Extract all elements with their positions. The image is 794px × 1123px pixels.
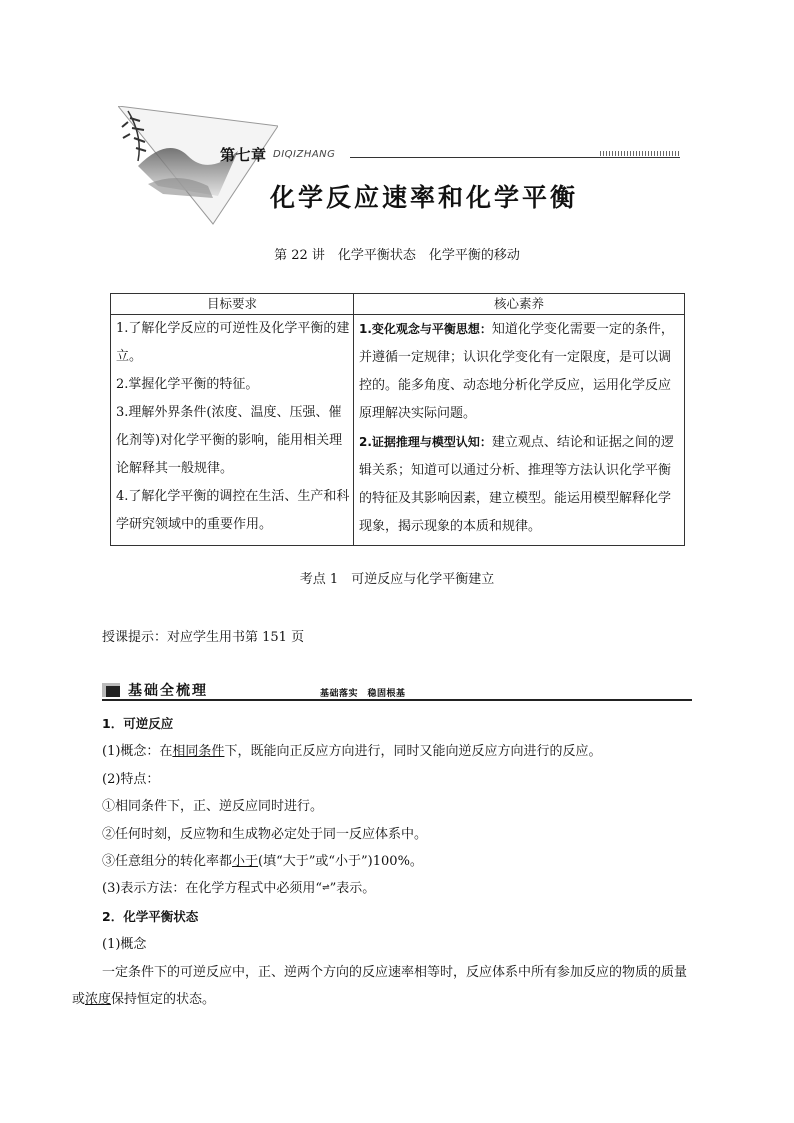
goal-item: 3.理解外界条件(浓度、温度、压强、催化剂等)对化学平衡的影响，能用相关理论解释其一般规律。 <box>116 405 343 476</box>
literacy-item-text: 建立观点、结论和证据之间的逻辑关系；知道可以通过分析、推理等方法认识化学平衡的特征及其影响因素，建立模型。能运用模型解释化学现象，揭示现象的本质和规律。 <box>359 435 674 534</box>
underlined-answer: 相同条件 <box>172 744 225 760</box>
objectives-table <box>110 293 685 546</box>
text: 下，既能向正反应方向进行，同时又能向逆反应方向进行的反应。 <box>224 744 602 760</box>
heading-text: 1．可逆反应 <box>102 716 174 731</box>
text: (填“大于”或“小于”)100%。 <box>258 854 423 870</box>
underlined-answer: 浓度 <box>85 992 112 1008</box>
feature-2: ②任何时刻，反应物和生成物必定处于同一反应体系中。 <box>102 826 428 842</box>
feature-line: (2)特点： <box>102 771 160 787</box>
col-header-literacy: 核心素养 <box>354 294 685 315</box>
goal-item: 2.掌握化学平衡的特征。 <box>116 377 259 392</box>
section-title: 基础全梳理 <box>128 683 208 699</box>
chapter-title: 化学反应速率和化学平衡 <box>270 183 579 212</box>
text: (3)表示方法：在化学方程式中必须用“ <box>102 881 323 897</box>
teaching-hint: 授课提示：对应学生用书第 151 页 <box>102 630 305 645</box>
header-rule <box>350 157 680 158</box>
literacy-item <box>359 428 681 541</box>
text: ”表示。 <box>329 881 376 897</box>
section-header <box>102 680 692 700</box>
heading-text: 2．化学平衡状态 <box>102 909 199 925</box>
exam-point-title: 考点 1 可逆反应与化学平衡建立 <box>299 572 495 587</box>
content-body <box>72 710 694 1014</box>
reversible-arrow-icon: ⇌ <box>322 883 330 894</box>
text: 保持恒定的状态。 <box>111 992 216 1008</box>
lecture-title: 第 22 讲 化学平衡状态 化学平衡的移动 <box>274 248 520 263</box>
chapter-landscape-emblem <box>118 106 278 226</box>
underlined-answer: 小于 <box>232 854 259 870</box>
goal-item: 1.了解化学反应的可逆性及化学平衡的建立。 <box>116 321 350 364</box>
literacy-item-heading: 2.证据推理与模型认知： <box>359 435 492 449</box>
goal-item: 4.了解化学平衡的调控在生活、生产和科学研究领域中的重要作用。 <box>116 489 350 532</box>
literacy-item-text: 知道化学变化需要一定的条件，并遵循一定规律；认识化学变化有一定限度，是可以调控的。能多角度、动态地分析化学反应，运用化学反应原理解决实际问题。 <box>359 322 674 421</box>
text: 一定条件下的可逆反应中，正、逆两个方向的反应速率相等时，反应体系中所有参加反应的物质的质量或 <box>72 964 688 1008</box>
goals-cell <box>111 315 354 546</box>
concept-paragraph <box>72 959 694 1014</box>
concept-heading: (1)概念 <box>102 937 147 953</box>
feature-1: ①相同条件下，正、逆反应同时进行。 <box>102 799 324 815</box>
header-rule-dots <box>600 151 680 156</box>
heading-equilibrium <box>102 903 694 931</box>
concept-line <box>102 738 694 765</box>
chapter-pinyin: DIQIZHANG <box>273 149 336 160</box>
section-subtitle: 基础落实 稳固根基 <box>320 689 406 699</box>
feature-3 <box>102 848 694 875</box>
literacy-item <box>359 315 681 428</box>
heading-reversible <box>102 710 694 738</box>
representation-line <box>102 875 694 903</box>
section-underline <box>102 699 692 701</box>
col-header-goals: 目标要求 <box>111 294 354 315</box>
section-square-icon <box>102 683 120 697</box>
literacy-item-heading: 1.变化观念与平衡思想： <box>359 322 492 336</box>
literacy-cell <box>354 315 685 546</box>
text: (1)概念：在 <box>102 744 173 760</box>
chapter-label: 第七章 <box>220 146 267 164</box>
text: ③任意组分的转化率都 <box>102 854 233 870</box>
